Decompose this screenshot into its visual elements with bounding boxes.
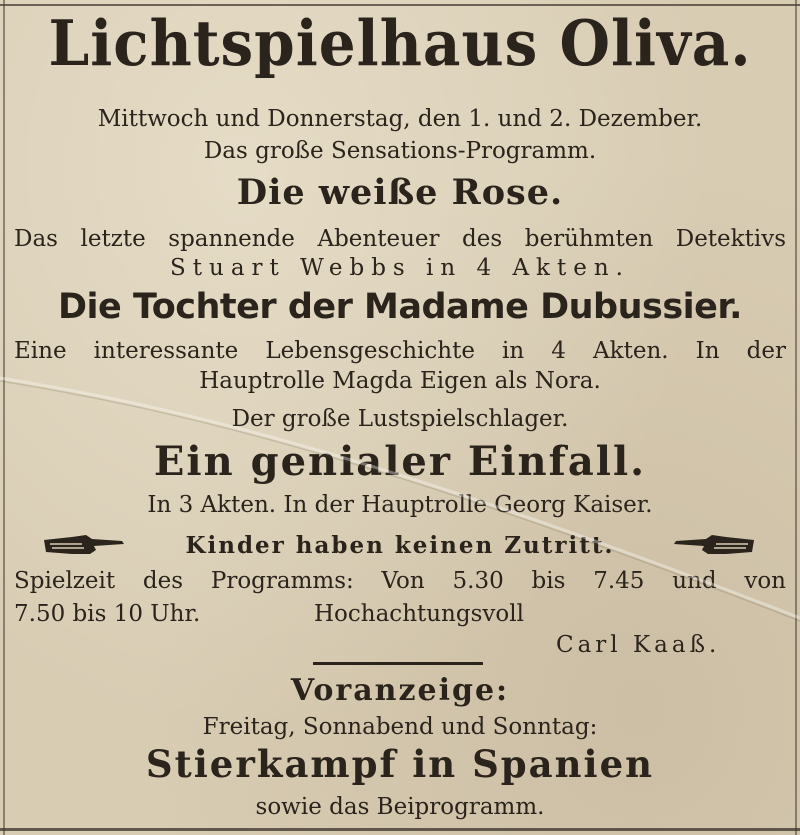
film-description-madame-dubussier: Eine interessante Lebensgeschichte in 4 Akten. In der (14, 338, 786, 364)
signature: Carl Kaaß. (556, 632, 721, 658)
pointing-hand-left-icon (672, 532, 756, 558)
comedy-intro: Der große Lustspielschlager. (231, 406, 569, 432)
program-intro: Das große Sensations-Programm. (203, 138, 597, 164)
film-description-weisse-rose: Das letzte spannende Abenteuer des berühmten Detektivs (14, 226, 786, 252)
bottom-border-rule (0, 828, 800, 831)
schedule-end-time: 7.50 bis 10 Uhr. (14, 601, 201, 627)
film-title-weisse-rose: Die weiße Rose. (236, 172, 564, 213)
film-title-genialer-einfall: Ein genialer Einfall. (153, 438, 647, 485)
no-children-notice: Kinder haben keinen Zutritt. (185, 532, 615, 559)
preview-days: Freitag, Sonnabend und Sonntag: (202, 714, 598, 740)
film-cast-madame-dubussier: Hauptrolle Magda Eigen als Nora. (199, 368, 601, 394)
preview-film-title: Stierkampf in Spanien (145, 742, 655, 786)
film-credits-weisse-rose: Stuart Webbs in 4 Akten. (170, 255, 630, 281)
film-details-genialer-einfall: In 3 Akten. In der Hauptrolle Georg Kaiser. (147, 492, 653, 518)
closing-salutation: Hochachtungsvoll (314, 601, 524, 627)
schedule-line: Spielzeit des Programms: Von 5.30 bis 7.45 und von (14, 568, 786, 594)
preview-subtitle: sowie das Beiprogramm. (255, 794, 545, 820)
section-divider (313, 662, 483, 665)
film-title-madame-dubussier: Die Tochter der Madame Dubussier. (58, 287, 742, 327)
cinema-name-masthead: Lichtspielhaus Oliva. (48, 6, 752, 81)
screening-dates: Mittwoch und Donnerstag, den 1. und 2. Dezember. (97, 106, 703, 132)
preview-heading: Voranzeige: (290, 673, 510, 708)
